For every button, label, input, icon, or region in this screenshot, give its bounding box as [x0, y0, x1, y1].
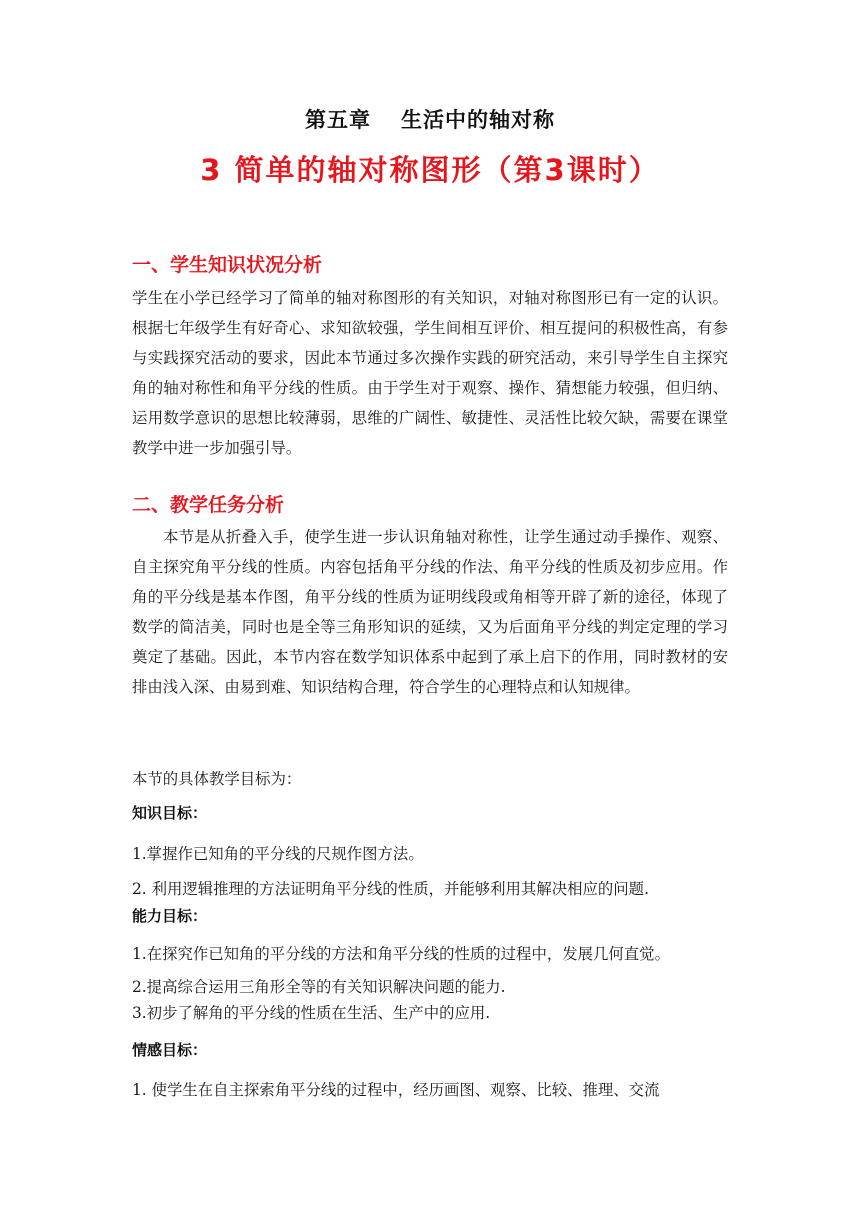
chapter-number: 第五章	[305, 108, 371, 132]
lesson-title: 3 简单的轴对称图形（第3课时）	[200, 153, 660, 187]
section1-body: 学生在小学已经学习了简单的轴对称图形的有关知识，对轴对称图形已有一定的认识。根据七年级学生有好奇心、求知欲较强，学生间相互评价、相互提问的积极性高，有参与实践探究活动的要求，因此本节通过多次操作实践的研究活动，来引导学生自主探究角的轴对称性和角平分线的性质。由于学生对于观察、操作、猜想能力较强，但归纳、运用数学意识的思想比较薄弱，思维的广阔性、敏捷性、灵活性比较欠缺，需要在课堂教学中进一步加强引导。	[132, 289, 728, 457]
emotion-goal-item: 1. 使学生在自主探索角平分线的过程中，经历画图、观察、比较、推理、交流	[132, 1081, 660, 1099]
knowledge-goal-item: 1.掌握作已知角的平分线的尺规作图方法。	[132, 845, 424, 863]
section1-heading: 一、学生知识状况分析	[132, 254, 323, 276]
knowledge-goals-heading: 知识目标：	[132, 804, 208, 822]
section2-intro: 本节的具体教学目标为：	[132, 770, 302, 788]
chapter-title: 生活中的轴对称	[401, 108, 555, 132]
emotion-goals-heading: 情感目标：	[132, 1041, 208, 1059]
ability-goal-item: 2.提高综合运用三角形全等的有关知识解决问题的能力.	[132, 978, 506, 996]
ability-goal-item: 3.初步了解角的平分线的性质在生活、生产中的应用.	[132, 1004, 491, 1022]
section2-heading: 二、教学任务分析	[132, 494, 285, 516]
ability-goal-item: 1.在探究作已知角的平分线的方法和角平分线的性质的过程中，发展几何直觉。	[132, 945, 670, 963]
ability-goals-heading: 能力目标：	[132, 907, 208, 925]
knowledge-goal-item: 2. 利用逻辑推理的方法证明角平分线的性质，并能够利用其解决相应的问题.	[132, 880, 649, 898]
section2-body: 本节是从折叠入手，使学生进一步认识角轴对称性，让学生通过动手操作、观察、自主探究角平分线的性质。内容包括角平分线的作法、角平分线的性质及初步应用。作角的平分线是基本作图，角平分线的性质为证明线段或角相等开辟了新的途径，体现了数学的简洁美，同时也是全等三角形知识的延续，又为后面角平分线的判定定理的学习奠定了基础。因此，本节内容在数学知识体系中起到了承上启下的作用，同时教材的安排由浅入深、由易到难、知识结构合理，符合学生的心理特点和认知规律。	[132, 528, 728, 696]
chapter-heading	[0, 104, 860, 134]
